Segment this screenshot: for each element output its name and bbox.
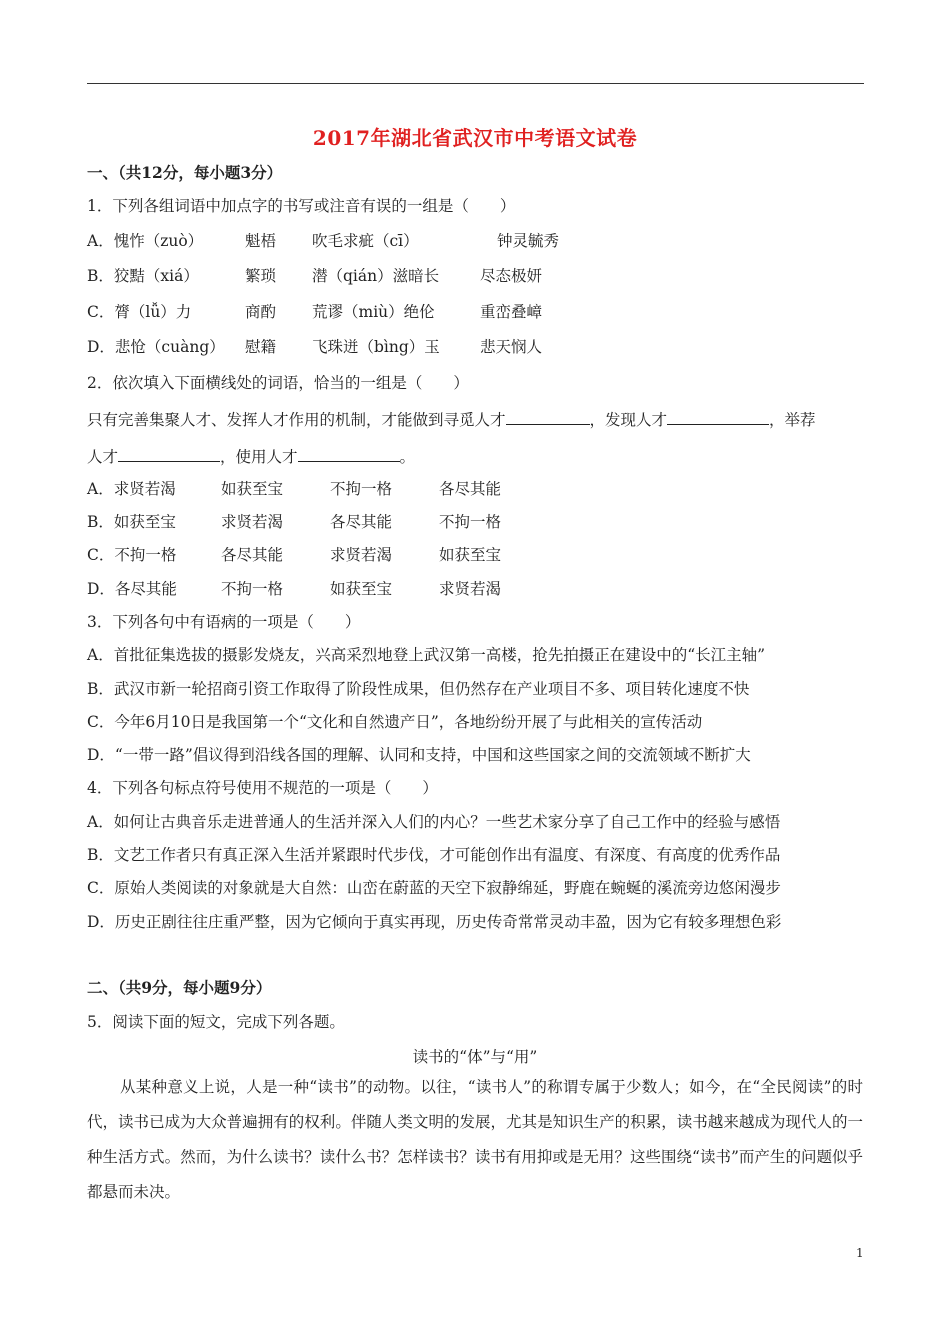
option-text: 求贤若渴 xyxy=(330,546,393,564)
page-number: 1 xyxy=(856,1246,864,1260)
q3-option-a: A．首批征集选拔的摄影发烧友，兴高采烈地登上武汉第一高楼，抢先拍摄正在建设中的“长江主轴” xyxy=(87,646,766,664)
option-text: D．各尽其能 xyxy=(87,580,177,598)
question-3-stem: 3．下列各句中有语病的一项是（ ） xyxy=(87,613,361,631)
option-text: 钟灵毓秀 xyxy=(497,232,560,250)
passage-text: 人才 xyxy=(87,448,119,466)
option-text: 悲天悯人 xyxy=(480,338,543,356)
option-text: 不拘一格 xyxy=(439,513,502,531)
q4-option-b: B．文艺工作者只有真正深入生活并紧跟时代步伐，才可能创作出有温度、有深度、有高度的优秀作品 xyxy=(87,846,781,864)
option-text: 求贤若渴 xyxy=(439,580,502,598)
question-4-stem: 4．下列各句标点符号使用不规范的一项是（ ） xyxy=(87,779,438,797)
option-text: C．不拘一格 xyxy=(87,546,177,564)
fill-blank xyxy=(506,408,590,425)
passage-text: ，举荐 xyxy=(769,411,816,429)
option-text: 不拘一格 xyxy=(221,580,284,598)
option-text: A．愧怍（zuò） xyxy=(87,232,204,250)
fill-blank xyxy=(118,445,220,462)
q4-option-a: A．如何让古典音乐走进普通人的生活并深入人们的内心？一些艺术家分享了自己工作中的经验与感悟 xyxy=(87,813,781,831)
option-text: 各尽其能 xyxy=(330,513,393,531)
option-text: 重峦叠嶂 xyxy=(480,303,543,321)
q3-option-c: C．今年6月10日是我国第一个“文化和自然遗产日”，各地纷纷开展了与此相关的宣传活动 xyxy=(87,713,703,731)
article-paragraph: 从某种意义上说，人是一种“读书”的动物。以往，“读书人”的称谓专属于少数人；如今，在“全民阅读”的时代，读书已成为大众普遍拥有的权利。伴随人类文明的发展，尤其是知识生产的积累，读书越来越成为现代人的一种生活方式。然而，为什么读书？读什么书？怎样读书？读书有用抑或是无用？这些围绕“读书”而产生的问题似乎都悬而未决。 xyxy=(87,1078,863,1201)
option-text: 尽态极妍 xyxy=(480,267,543,285)
q2-passage-line-2 xyxy=(87,445,415,467)
fill-blank xyxy=(298,445,400,462)
question-1-stem: 1．下列各组词语中加点字的书写或注音有误的一组是（ ） xyxy=(87,197,516,215)
option-text: 繁琐 xyxy=(245,267,277,285)
option-text: 如获至宝 xyxy=(439,546,502,564)
option-text: 如获至宝 xyxy=(330,580,393,598)
passage-text: ，发现人才 xyxy=(589,411,668,429)
option-text: 荒谬（miù）绝伦 xyxy=(312,303,435,321)
option-text: 各尽其能 xyxy=(221,546,284,564)
q2-passage-line-1 xyxy=(87,408,816,430)
passage-text: ，使用人才 xyxy=(220,448,298,466)
option-text: 如获至宝 xyxy=(221,480,284,498)
option-text: 潜（qián）滋暗长 xyxy=(312,267,440,285)
option-text: B．如获至宝 xyxy=(87,513,176,531)
option-text: C．膂（lǚ）力 xyxy=(87,303,192,321)
option-text: B．狡黠（xiá） xyxy=(87,267,199,285)
option-text: 慰籍 xyxy=(245,338,277,356)
q4-option-c: C．原始人类阅读的对象就是大自然：山峦在蔚蓝的天空下寂静绵延，野鹿在蜿蜒的溪流旁边悠闲漫步 xyxy=(87,879,781,897)
option-text: 魁梧 xyxy=(245,232,277,250)
section-1-heading: 一、（共12分，每小题3分） xyxy=(87,163,283,182)
q4-option-d: D．历史正剧往往庄重严整，因为它倾向于真实再现，历史传奇常常灵动丰盈，因为它有较多理想色彩 xyxy=(87,913,782,931)
question-5-stem: 5．阅读下面的短文，完成下列各题。 xyxy=(87,1013,345,1031)
option-text: 各尽其能 xyxy=(439,480,502,498)
q3-option-d: D．“一带一路”倡议得到沿线各国的理解、认同和支持，中国和这些国家之间的交流领域不断扩大 xyxy=(87,746,751,764)
section-2-heading: 二、（共9分，每小题9分） xyxy=(87,978,272,997)
option-text: 商酌 xyxy=(245,303,277,321)
fill-blank xyxy=(667,408,769,425)
option-text: 不拘一格 xyxy=(330,480,393,498)
passage-text: 只有完善集聚人才、发挥人才作用的机制，才能做到寻觅人才 xyxy=(87,411,506,429)
header-rule xyxy=(87,83,864,84)
option-text: 求贤若渴 xyxy=(221,513,284,531)
option-text: A．求贤若渴 xyxy=(87,480,176,498)
question-2-stem: 2．依次填入下面横线处的词语，恰当的一组是（ ） xyxy=(87,374,469,392)
option-text: 吹毛求疵（cī） xyxy=(312,232,419,250)
article-title: 读书的“体”与“用” xyxy=(412,1048,538,1066)
option-text: D．悲怆（cuàng） xyxy=(87,338,225,356)
option-text: 飞珠迸（bìng）玉 xyxy=(312,338,440,356)
passage-text: 。 xyxy=(399,448,416,466)
q3-option-b: B．武汉市新一轮招商引资工作取得了阶段性成果，但仍然存在产业项目不多、项目转化速度不快 xyxy=(87,680,750,698)
exam-title: 2017年湖北省武汉市中考语文试卷 xyxy=(312,126,638,150)
